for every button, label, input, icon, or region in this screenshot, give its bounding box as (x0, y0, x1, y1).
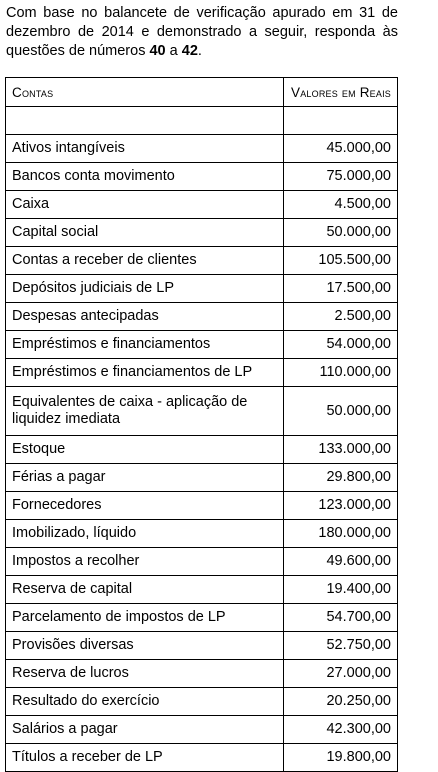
table-row (6, 492, 398, 520)
question-start-number: 40 (149, 43, 166, 59)
trial-balance-table (5, 77, 398, 772)
account-name: Imobilizado, líquido (6, 520, 284, 548)
account-name: Capital social (6, 219, 284, 247)
account-value: 27.000,00 (284, 660, 398, 688)
account-name: Empréstimos e financiamentos (6, 331, 284, 359)
table-body (6, 107, 398, 772)
account-value: 42.300,00 (284, 716, 398, 744)
account-name: Férias a pagar (6, 464, 284, 492)
account-name: Caixa (6, 191, 284, 219)
account-value: 50.000,00 (284, 387, 398, 436)
spacer-cell (6, 107, 284, 135)
spacer-row (6, 107, 398, 135)
header-contas: Contas (6, 78, 284, 107)
account-name: Títulos a receber de LP (6, 744, 284, 772)
intro-end: . (197, 43, 202, 59)
account-value: 50.000,00 (284, 219, 398, 247)
account-value: 17.500,00 (284, 275, 398, 303)
account-value: 110.000,00 (284, 359, 398, 387)
account-value: 54.700,00 (284, 604, 398, 632)
account-name: Fornecedores (6, 492, 284, 520)
account-name: Bancos conta movimento (6, 163, 284, 191)
account-name: Estoque (6, 436, 284, 464)
account-value: 49.600,00 (284, 548, 398, 576)
table-row (6, 331, 398, 359)
table-row (6, 219, 398, 247)
account-value: 2.500,00 (284, 303, 398, 331)
table-row (6, 744, 398, 772)
account-value: 54.000,00 (284, 331, 398, 359)
account-value: 75.000,00 (284, 163, 398, 191)
table-row (6, 520, 398, 548)
header-valores: Valores em Reais (284, 78, 398, 107)
account-name: Ativos intangíveis (6, 135, 284, 163)
table-row (6, 548, 398, 576)
table-row (6, 576, 398, 604)
table-row (6, 716, 398, 744)
account-value: 105.500,00 (284, 247, 398, 275)
account-name: Empréstimos e financiamentos de LP (6, 359, 284, 387)
table-row (6, 436, 398, 464)
question-end-number: 42 (181, 43, 198, 59)
account-value: 180.000,00 (284, 520, 398, 548)
table-row (6, 359, 398, 387)
account-value: 45.000,00 (284, 135, 398, 163)
account-name: Resultado do exercício (6, 688, 284, 716)
intro-text: Com base no balancete de verificação apurado em 31 de dezembro de 2014 e demonstrado a seguir, responda às questões de números (6, 5, 398, 59)
account-value: 19.800,00 (284, 744, 398, 772)
account-value: 20.250,00 (284, 688, 398, 716)
table-row (6, 387, 398, 436)
account-name: Provisões diversas (6, 632, 284, 660)
account-name: Reserva de capital (6, 576, 284, 604)
account-name: Despesas antecipadas (6, 303, 284, 331)
account-value: 52.750,00 (284, 632, 398, 660)
table-row (6, 191, 398, 219)
account-name: Equivalentes de caixa - aplicação de liquidez imediata (6, 387, 284, 436)
account-name: Depósitos judiciais de LP (6, 275, 284, 303)
intro-connector: a (165, 43, 182, 59)
table-row (6, 135, 398, 163)
table-row (6, 247, 398, 275)
table-row (6, 163, 398, 191)
intro-paragraph (6, 4, 398, 61)
table-row (6, 275, 398, 303)
account-value: 19.400,00 (284, 576, 398, 604)
account-name: Salários a pagar (6, 716, 284, 744)
account-value: 4.500,00 (284, 191, 398, 219)
account-value: 133.000,00 (284, 436, 398, 464)
table-row (6, 464, 398, 492)
table-row (6, 660, 398, 688)
account-name: Impostos a recolher (6, 548, 284, 576)
table-row (6, 688, 398, 716)
table-header (6, 78, 398, 107)
header-row (6, 78, 398, 107)
account-name: Contas a receber de clientes (6, 247, 284, 275)
table-row (6, 632, 398, 660)
table-row (6, 303, 398, 331)
spacer-cell (284, 107, 398, 135)
account-value: 123.000,00 (284, 492, 398, 520)
account-name: Reserva de lucros (6, 660, 284, 688)
account-name: Parcelamento de impostos de LP (6, 604, 284, 632)
account-value: 29.800,00 (284, 464, 398, 492)
table-row (6, 604, 398, 632)
